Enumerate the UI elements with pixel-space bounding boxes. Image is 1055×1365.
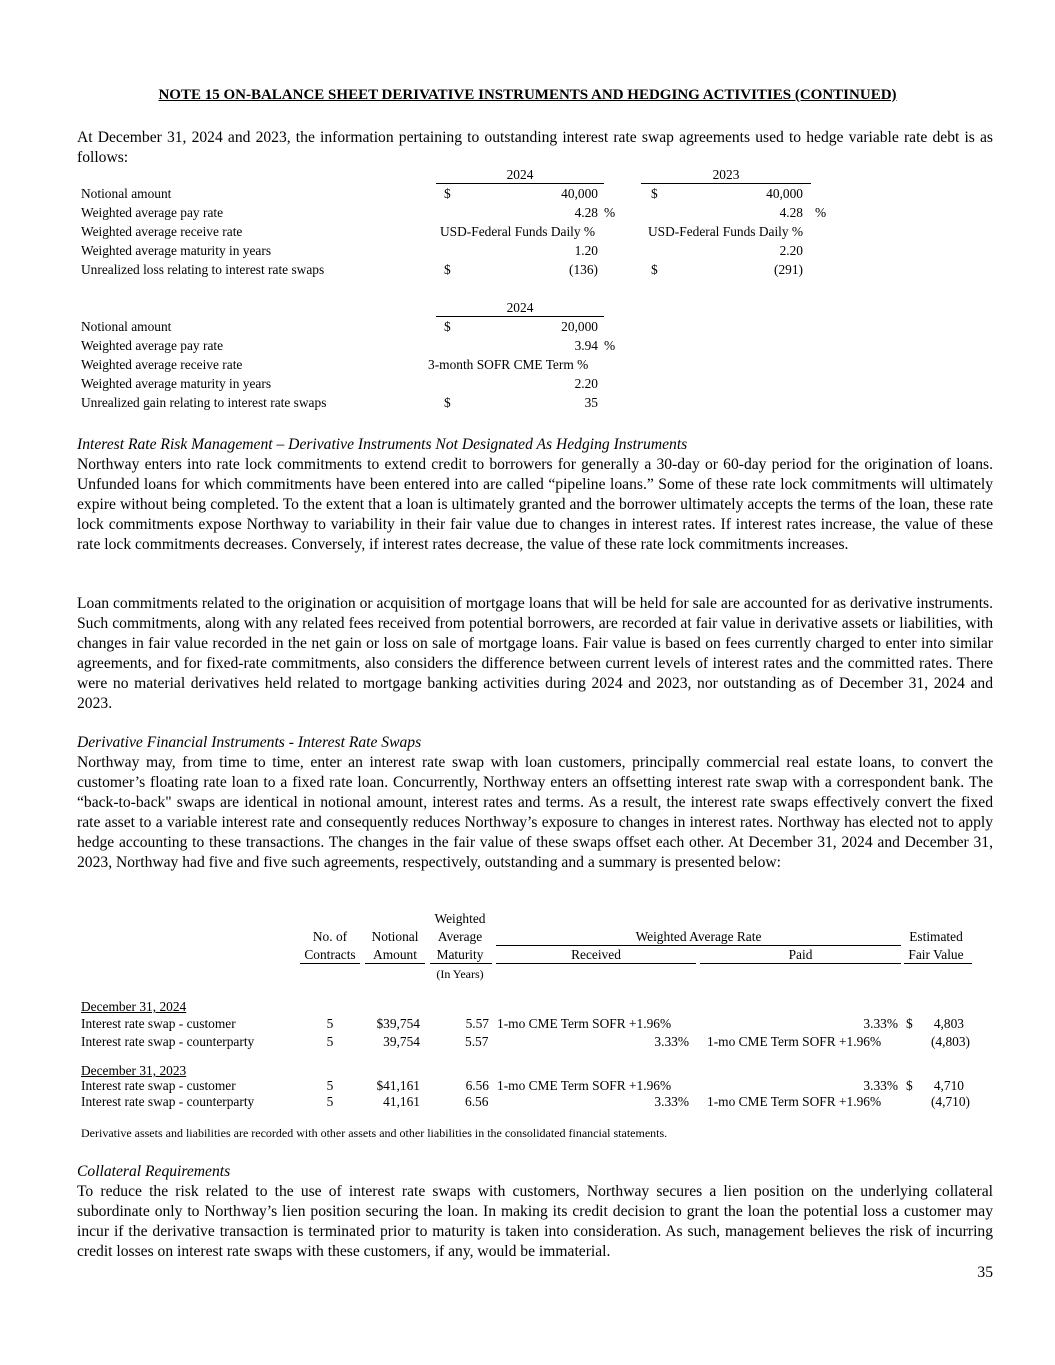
- t2-value: 35: [584, 395, 598, 410]
- swap-row-paid: 1-mo CME Term SOFR +1.96%: [707, 1034, 882, 1049]
- t2-value: 3.94: [574, 338, 598, 353]
- page-number: 35: [977, 1264, 993, 1281]
- section-heading-risk-management: Interest Rate Risk Management – Derivative Instruments Not Designated As Hedging Instruments: [77, 436, 688, 453]
- t1-value-2023: (291): [773, 262, 803, 277]
- swap-row-received: 3.33%: [654, 1094, 689, 1109]
- swap-row-maturity: 5.57: [465, 1034, 489, 1049]
- t1-row-label: Notional amount: [81, 186, 172, 201]
- header-amount: Amount: [373, 947, 417, 962]
- header-weighted: Weighted: [434, 911, 486, 926]
- t1-rule-2023: [641, 183, 811, 184]
- swap-row-fair-value: 4,803: [933, 1016, 964, 1031]
- section-heading-collateral: Collateral Requirements: [77, 1163, 231, 1180]
- t1-row-label: Weighted average receive rate: [81, 224, 243, 239]
- swap-row-fv-dollar: $: [906, 1016, 913, 1031]
- rule-paid: [700, 963, 901, 964]
- t1-percent: %: [604, 205, 616, 220]
- t1-row-label: Unrealized loss relating to interest rate swaps: [81, 262, 325, 277]
- rule-received: [496, 963, 696, 964]
- t1-value-2023: USD-Federal Funds Daily %: [648, 224, 804, 239]
- t1-header-2023: 2023: [712, 167, 740, 182]
- t1-value-2023: 40,000: [766, 186, 803, 201]
- page-title: NOTE 15 ON-BALANCE SHEET DERIVATIVE INSTRUMENTS AND HEDGING ACTIVITIES (CONTINUED): [158, 87, 897, 103]
- rule-amount: [365, 963, 425, 964]
- rule-weighted-average-rate: [496, 945, 901, 946]
- t2-row-label: Weighted average maturity in years: [81, 376, 272, 391]
- risk-management-paragraph-2: Loan commitments related to the origination or acquisition of mortgage loans that will be held for sale are accounted for as derivative instruments. Such commitments, along with any related fees received from potential borrowers, are recorded at fair value in derivative assets or liabilities, with changes in fair value recorded in the net gain or loss on sale of mortgage loans. Fair value is based on fees currently charged to enter into similar agreements, and for fixed-rate commitments, also considers the difference between current levels of interest rates and the committed rates. There were no material derivatives held related to mortgage banking activities during 2024 and 2023, nor outstanding as of December 31, 2024 and 2023.: [77, 595, 993, 712]
- t1-value-2024: 1.20: [574, 243, 598, 258]
- swap-row-paid: 3.33%: [863, 1078, 898, 1093]
- t1-row-label: Weighted average pay rate: [81, 205, 224, 220]
- swap-row-fair-value: (4,803): [930, 1034, 970, 1049]
- t2-value: 3-month SOFR CME Term %: [428, 357, 589, 372]
- swap-row-contracts: 5: [326, 1094, 334, 1109]
- header-contracts: Contracts: [304, 947, 356, 962]
- swap-row-fair-value: 4,710: [933, 1078, 964, 1093]
- rule-fair-value: [904, 963, 972, 964]
- swap-row-received: 1-mo CME Term SOFR +1.96%: [497, 1016, 672, 1031]
- t1-rule-2024: [436, 183, 604, 184]
- swap-row-received: 1-mo CME Term SOFR +1.96%: [497, 1078, 672, 1093]
- swap-row-maturity: 6.56: [465, 1078, 489, 1093]
- t1-percent: %: [815, 205, 827, 220]
- swap-row-label: Interest rate swap - counterparty: [81, 1034, 255, 1049]
- swap-table-footnote: Derivative assets and liabilities are recorded with other assets and other liabilities in the consolidated financial statements.: [81, 1126, 668, 1140]
- risk-management-paragraph-1: Northway enters into rate lock commitments to extend credit to borrowers for generally a 30-day or 60-day period for the origination of loans. Unfunded loans for which commitments have been entered into are called “pipeline loans.” Some of these rate lock commitments will ultimately expire without being completed. To the extent that a loan is ultimately granted and the borrower ultimately accepts the terms of the loan, these rate lock commitments expose Northway to variability in their fair value due to changes in interest rates. If interest rates increase, the value of these rate lock commitments decreases. Conversely, if interest rates decrease, the value of these rate lock commitments increases.: [77, 456, 993, 553]
- t2-dollar-sign: $: [444, 319, 451, 334]
- collateral-paragraph: To reduce the risk related to the use of interest rate swaps with customers, Northway secures a lien position on the underlying collateral subordinate only to Northway’s lien position securing the loan. In making its credit decision to grant the loan the potential loss a customer may incur if the derivative transaction is terminated prior to maturity is taken into consideration. As such, management believes the risk of incurring credit losses on interest rate swaps with these customers, if any, would be immaterial.: [77, 1183, 993, 1260]
- swap-row-contracts: 5: [326, 1016, 334, 1031]
- header-in-years: (In Years): [436, 967, 484, 981]
- swap-row-notional: 39,754: [383, 1034, 420, 1049]
- t1-dollar-sign: $: [651, 262, 658, 277]
- rule-maturity: [430, 963, 492, 964]
- t1-value-2023: 2.20: [779, 243, 803, 258]
- swap-row-paid: 3.33%: [863, 1016, 898, 1031]
- t1-dollar-sign: $: [444, 186, 451, 201]
- group-date-2024: December 31, 2024: [81, 999, 187, 1014]
- t2-row-label: Unrealized gain relating to interest rate swaps: [81, 395, 327, 410]
- swap-row-received: 3.33%: [654, 1034, 689, 1049]
- swap-row-label: Interest rate swap - customer: [81, 1016, 236, 1031]
- swap-row-notional: $39,754: [376, 1016, 420, 1031]
- header-notional: Notional: [371, 929, 419, 944]
- swap-row-notional: $41,161: [376, 1078, 420, 1093]
- header-received: Received: [571, 947, 621, 962]
- t1-value-2024: 4.28: [574, 205, 598, 220]
- t2-row-label: Weighted average pay rate: [81, 338, 224, 353]
- swap-row-fv-dollar: $: [906, 1078, 913, 1093]
- header-estimated: Estimated: [909, 929, 963, 944]
- t1-value-2024: (136): [568, 262, 598, 277]
- swap-row-label: Interest rate swap - customer: [81, 1078, 236, 1093]
- section-heading-interest-rate-swaps: Derivative Financial Instruments - Interest Rate Swaps: [77, 734, 422, 751]
- t1-header-2024: 2024: [506, 167, 534, 182]
- header-paid: Paid: [788, 947, 813, 962]
- t2-percent: %: [604, 338, 616, 353]
- swap-row-fair-value: (4,710): [930, 1094, 970, 1109]
- swap-row-maturity: 6.56: [465, 1094, 489, 1109]
- t2-dollar-sign: $: [444, 395, 451, 410]
- t1-dollar-sign: $: [444, 262, 451, 277]
- intro-paragraph: At December 31, 2024 and 2023, the information pertaining to outstanding interest rate swap agreements used to hedge variable rate debt is as follows:: [77, 129, 993, 166]
- rule-contracts: [300, 963, 360, 964]
- t2-value: 2.20: [574, 376, 598, 391]
- swap-row-contracts: 5: [326, 1034, 334, 1049]
- header-no-of: No. of: [312, 929, 348, 944]
- swap-row-notional: 41,161: [383, 1094, 420, 1109]
- t1-row-label: Weighted average maturity in years: [81, 243, 272, 258]
- t2-header-2024: 2024: [506, 300, 534, 315]
- t1-value-2024: USD-Federal Funds Daily %: [440, 224, 596, 239]
- swap-row-maturity: 5.57: [465, 1016, 489, 1031]
- t2-rule-2024: [436, 316, 604, 317]
- interest-rate-swaps-paragraph: Northway may, from time to time, enter an interest rate swap with loan customers, principally commercial real estate loans, to convert the customer’s floating rate loan to a fixed rate loan. Concurrently, Northway enters an offsetting interest rate swap with a correspondent bank. The “back-to-back" swaps are identical in notional amount, interest rates and terms. As a result, the interest rate swaps effectively convert the fixed rate asset to a variable interest rate and consequently reduces Northway’s exposure to changes in interest rates. Northway has elected not to apply hedge accounting to these transactions. The changes in the fair value of these swaps offset each other. At December 31, 2024 and December 31, 2023, Northway had five and five such agreements, respectively, outstanding and a summary is presented below:: [77, 754, 993, 871]
- swap-row-contracts: 5: [326, 1078, 334, 1093]
- t1-dollar-sign: $: [651, 186, 658, 201]
- t1-value-2023: 4.28: [779, 205, 803, 220]
- t1-value-2024: 40,000: [561, 186, 598, 201]
- t2-row-label: Notional amount: [81, 319, 172, 334]
- swap-row-label: Interest rate swap - counterparty: [81, 1094, 255, 1109]
- t2-row-label: Weighted average receive rate: [81, 357, 243, 372]
- header-weighted-average-rate: Weighted Average Rate: [635, 929, 762, 944]
- swap-row-paid: 1-mo CME Term SOFR +1.96%: [707, 1094, 882, 1109]
- group-date-2023: December 31, 2023: [81, 1063, 187, 1078]
- header-fair-value: Fair Value: [908, 947, 964, 962]
- header-maturity: Maturity: [436, 947, 484, 962]
- t2-value: 20,000: [561, 319, 598, 334]
- header-average: Average: [437, 929, 483, 944]
